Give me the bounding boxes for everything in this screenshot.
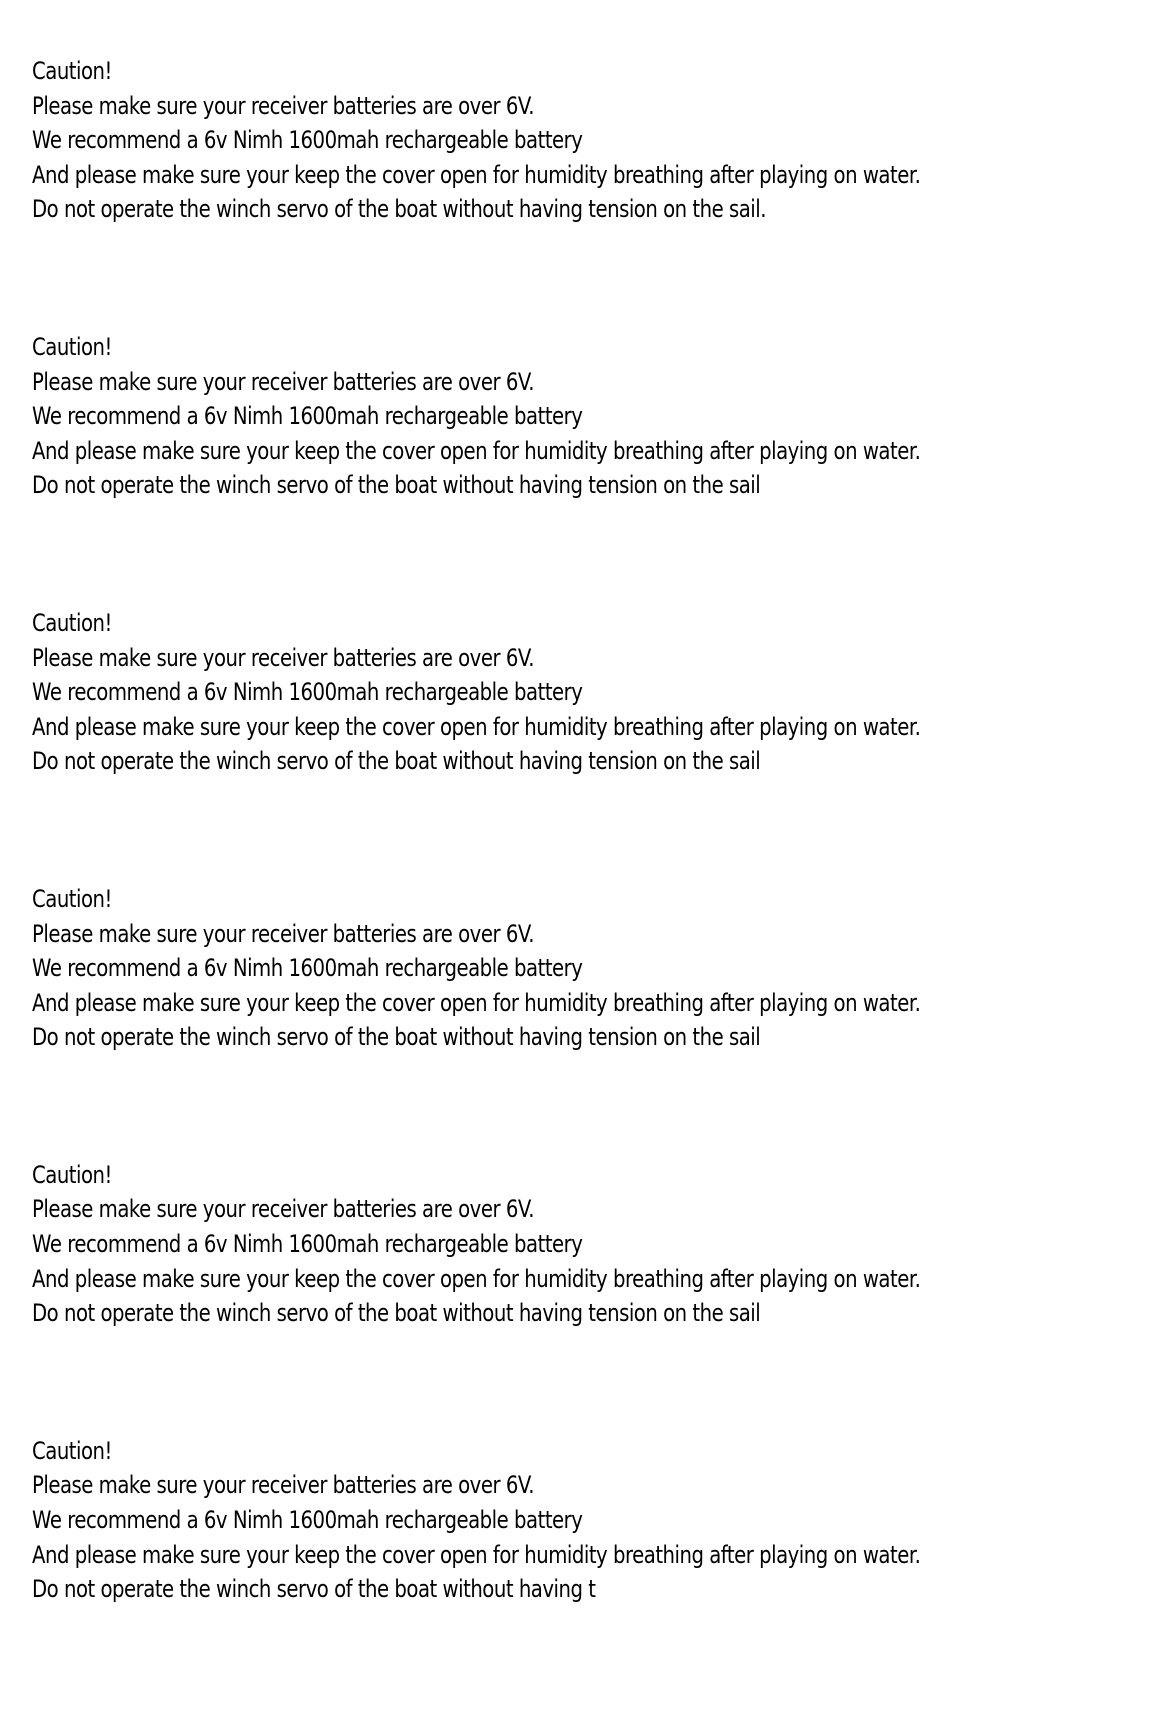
winch-servo-line: Do not operate the winch servo of the boat without having tension on the sail. bbox=[32, 195, 767, 224]
caution-block bbox=[32, 1434, 1142, 1607]
battery-voltage-line: Please make sure your receiver batteries are over 6V. bbox=[32, 643, 535, 672]
caution-heading: Caution! bbox=[32, 332, 112, 361]
battery-recommendation-line: We recommend a 6v Nimh 1600mah rechargeable battery bbox=[32, 126, 583, 155]
battery-recommendation-line: We recommend a 6v Nimh 1600mah rechargeable battery bbox=[32, 678, 583, 707]
battery-recommendation-line: We recommend a 6v Nimh 1600mah rechargeable battery bbox=[32, 1230, 583, 1259]
caution-heading: Caution! bbox=[32, 884, 112, 913]
winch-servo-line: Do not operate the winch servo of the boat without having tension on the sail bbox=[32, 747, 761, 776]
caution-heading: Caution! bbox=[32, 608, 112, 637]
caution-block bbox=[32, 54, 1142, 227]
caution-block bbox=[32, 330, 1142, 503]
caution-block bbox=[32, 1158, 1142, 1331]
caution-heading: Caution! bbox=[32, 1436, 112, 1465]
cover-open-line: And please make sure your keep the cover open for humidity breathing after playing on water. bbox=[32, 988, 921, 1017]
battery-voltage-line: Please make sure your receiver batteries are over 6V. bbox=[32, 1195, 535, 1224]
winch-servo-line: Do not operate the winch servo of the boat without having tension on the sail bbox=[32, 1299, 761, 1328]
battery-voltage-line: Please make sure your receiver batteries are over 6V. bbox=[32, 919, 535, 948]
cover-open-line: And please make sure your keep the cover open for humidity breathing after playing on water. bbox=[32, 712, 921, 741]
caution-block bbox=[32, 882, 1142, 1055]
document-page bbox=[32, 54, 1142, 1710]
cover-open-line: And please make sure your keep the cover open for humidity breathing after playing on water. bbox=[32, 1264, 921, 1293]
battery-voltage-line: Please make sure your receiver batteries are over 6V. bbox=[32, 367, 535, 396]
caution-block bbox=[32, 606, 1142, 779]
battery-voltage-line: Please make sure your receiver batteries are over 6V. bbox=[32, 1471, 535, 1500]
cover-open-line: And please make sure your keep the cover open for humidity breathing after playing on water. bbox=[32, 1540, 921, 1569]
caution-heading: Caution! bbox=[32, 57, 112, 85]
battery-voltage-line: Please make sure your receiver batteries are over 6V. bbox=[32, 91, 535, 120]
cover-open-line: And please make sure your keep the cover open for humidity breathing after playing on water. bbox=[32, 436, 921, 465]
battery-recommendation-line: We recommend a 6v Nimh 1600mah rechargeable battery bbox=[32, 954, 583, 983]
caution-heading: Caution! bbox=[32, 1160, 112, 1189]
battery-recommendation-line: We recommend a 6v Nimh 1600mah rechargeable battery bbox=[32, 1506, 583, 1535]
winch-servo-line: Do not operate the winch servo of the boat without having t bbox=[32, 1575, 596, 1604]
cover-open-line: And please make sure your keep the cover open for humidity breathing after playing on water. bbox=[32, 160, 921, 189]
winch-servo-line: Do not operate the winch servo of the boat without having tension on the sail bbox=[32, 1023, 761, 1052]
winch-servo-line: Do not operate the winch servo of the boat without having tension on the sail bbox=[32, 471, 761, 500]
battery-recommendation-line: We recommend a 6v Nimh 1600mah rechargeable battery bbox=[32, 402, 583, 431]
